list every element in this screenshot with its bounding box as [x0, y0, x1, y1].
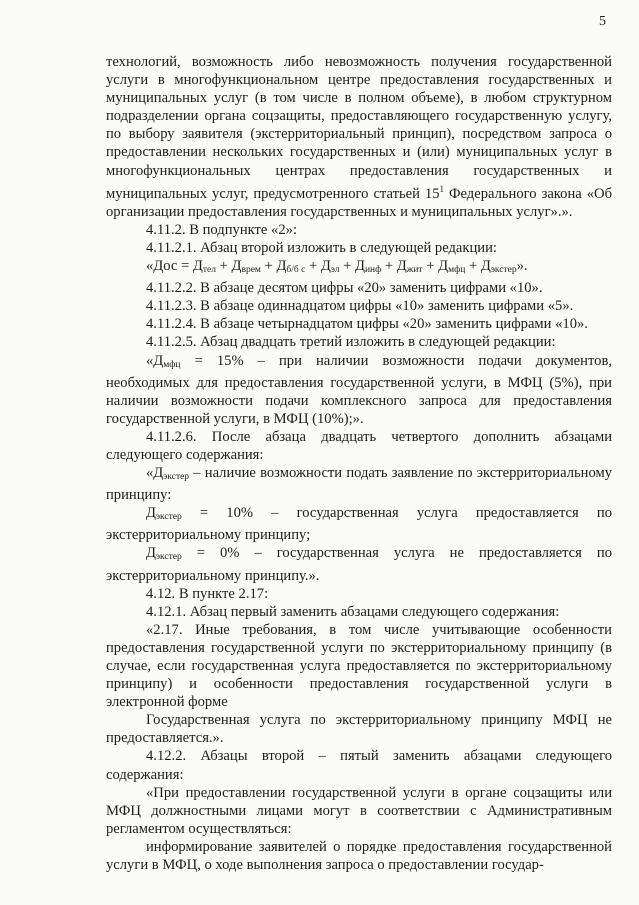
paragraph: [106, 239, 612, 257]
paragraph: [106, 585, 612, 603]
text-run: 4.11.2.6. После абзаца двадцать четвертого дополнить абзацами следующего содержания:: [106, 428, 612, 463]
text-run: 4.11.2.3. В абзаце одиннадцатом цифры «10» заменить цифрами «5».: [146, 298, 574, 315]
text-run: + Д: [215, 258, 242, 275]
subscript: эл: [330, 265, 340, 276]
text-run: 4.12.1. Абзац первый заменить абзацами следующего содержания:: [146, 603, 560, 620]
text-run: информирование заявителей о порядке предоставления государственной услуги в МФЦ, о ходе выполнения запроса о предоставлении государ-: [106, 838, 612, 874]
page-number: 5: [599, 14, 606, 29]
text-run: + Д: [422, 258, 449, 275]
text-run: Д: [146, 505, 156, 522]
text-run: 4.12. В пункте 2.17:: [146, 585, 269, 602]
text-run: 4.11.2.4. В абзаце четырнадцатом цифры «20» заменить цифрами «10».: [146, 316, 588, 333]
subscript: экстер: [155, 552, 182, 563]
subscript: экстер: [163, 472, 190, 483]
text-run: «2.17. Иные требования, в том числе учитывающие особенности предоставления государственной услуги по экстерриториальному принципу (в случае, если государственная услуга предоставляется по экстерриториальному принципу) и особенности предоставления государственной услуги в электронной форме: [106, 621, 612, 711]
text-run: 4.11.2.2. В абзаце десятом цифры «20» заменить цифрами «10».: [146, 280, 543, 297]
text-run: + Д: [260, 258, 287, 275]
paragraph: [106, 53, 612, 221]
paragraph: [106, 784, 612, 838]
text-run: Д: [146, 545, 156, 562]
subscript: жит: [406, 265, 423, 276]
subscript: экстер: [490, 265, 517, 276]
text-run: 4.11.2.5. Абзац двадцать третий изложить в следующей редакции:: [146, 334, 556, 351]
text-run: + Д: [465, 258, 491, 275]
paragraph: [106, 464, 612, 504]
text-run: «Д: [146, 465, 164, 482]
text-run: «Дос = Д: [146, 258, 203, 275]
subscript: тел: [202, 265, 216, 276]
text-run: технологий, возможность либо невозможность получения государственной услуги в многофункциональном центре предоставления государственных и муниципальных услуг (в том числе в полном объеме), в любом структурном подразделении органа соцзащиты, предоставляющего государственную услугу, по выбору заявителя (экстерриториальный принцип), посредством запроса о предоставлении нескольких государственных и (или) муниципальных услуг в многофункциональных центрах предоставления государственных и муниципальных услуг, предусмотренного статьей 15: [106, 54, 612, 202]
paragraph: [106, 838, 612, 874]
superscript: 1: [439, 183, 444, 194]
text-run: = 0% – государственная услуга не предоставляется по экстерриториальному принципу.».: [106, 545, 612, 584]
paragraph: [106, 428, 612, 464]
paragraph: [106, 221, 612, 239]
subscript: врем: [241, 265, 261, 276]
paragraph: [106, 333, 612, 351]
paragraph: [106, 315, 612, 333]
paragraph: [106, 711, 612, 747]
text-run: – наличие возможности подать заявление по экстерриториальному принципу:: [106, 465, 612, 504]
text-run: ».: [516, 258, 528, 275]
paragraph: [106, 504, 612, 544]
paragraph: [106, 279, 612, 297]
text-run: «При предоставлении государственной услуги в органе соцзащиты или МФЦ должностными лицами могут в соответствии с Административным регламентом осуществляться:: [106, 784, 612, 837]
paragraph: [106, 352, 612, 428]
text-run: + Д: [339, 258, 365, 275]
subscript: мфц: [163, 359, 181, 370]
document-body: [106, 53, 612, 874]
paragraph: [106, 257, 612, 279]
subscript: инф: [364, 265, 382, 276]
text-run: 4.11.2.1. Абзац второй изложить в следующей редакции:: [146, 239, 497, 256]
text-run: + Д: [381, 258, 407, 275]
text-run: 4.12.2. Абзацы второй – пятый заменить абзацами следующего содержания:: [106, 748, 612, 783]
paragraph: [106, 297, 612, 315]
text-run: Федерального закона «Об организации предоставления государственных и муниципальных услуг».».: [106, 185, 612, 220]
paragraph: [106, 747, 612, 783]
paragraph: [106, 603, 612, 621]
text-run: = 10% – государственная услуга предоставляется по экстерриториальному принципу;: [106, 505, 612, 544]
text-run: «Д: [146, 352, 164, 369]
subscript: экстер: [155, 512, 182, 523]
paragraph: [106, 621, 612, 711]
text-run: 4.11.2. В подпункте «2»:: [146, 221, 297, 238]
text-run: + Д: [305, 258, 331, 275]
text-run: = 15% – при наличии возможности подачи документов, необходимых для предоставления государственной услуги, в МФЦ (5%), при наличии возможности подачи комплексного запроса для предоставления государственной услуги, в МФЦ (10%);».: [106, 352, 612, 427]
paragraph: [106, 544, 612, 584]
text-run: Государственная услуга по экстерриториальному принципу МФЦ не предоставляется.».: [106, 712, 612, 747]
subscript: б/б с: [286, 265, 306, 276]
subscript: мфц: [448, 265, 466, 276]
